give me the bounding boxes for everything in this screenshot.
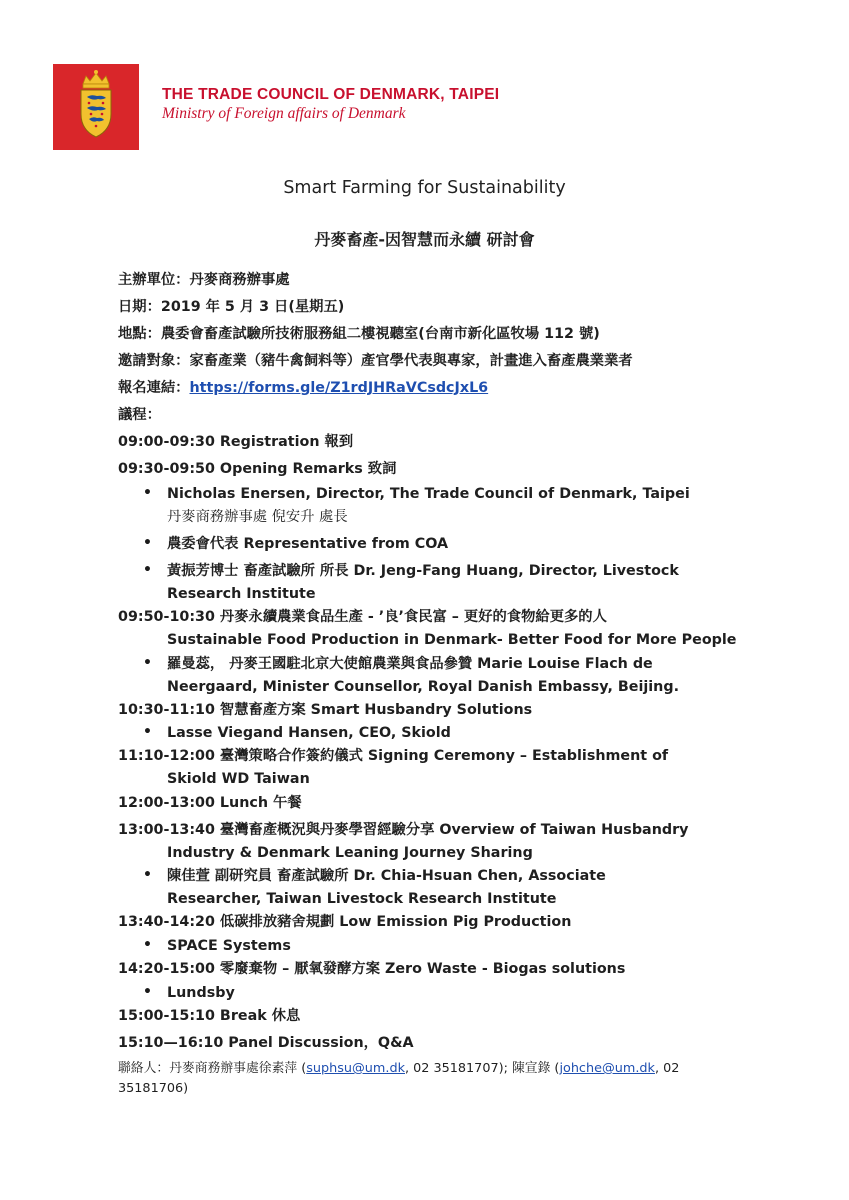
contact-prefix: 聯絡人：丹麥商務辦事處徐素萍 (: [118, 1061, 307, 1076]
bullet-icon: •: [143, 867, 152, 883]
bullet-icon: •: [143, 562, 152, 578]
bullet-icon: •: [143, 724, 152, 740]
org-name: THE TRADE COUNCIL OF DENMARK, TAIPEI: [162, 86, 500, 103]
email-link-johche[interactable]: johche@um.dk: [559, 1061, 655, 1076]
agenda-item-registration: 09:00-09:30 Registration 報到: [118, 434, 354, 450]
email-link-suphsu[interactable]: suphsu@um.dk: [306, 1061, 405, 1076]
speaker-neergaard: 羅曼蕊， 丹麥王國駐北京大使館農業與食品參贊 Marie Louise Flach de: [167, 656, 653, 672]
agenda-item-break: 15:00-15:10 Break 休息: [118, 1008, 301, 1024]
agenda-item-panel-discussion: 15:10—16:10 Panel Discussion，Q&A: [118, 1035, 414, 1051]
agenda-item-signing-ceremony-cont: Skiold WD Taiwan: [167, 771, 310, 787]
speaker-hansen: Lasse Viegand Hansen, CEO, Skiold: [167, 725, 451, 741]
speaker-chen: 陳佳萱 副研究員 畜產試驗所 Dr. Chia-Hsuan Chen, Associate: [167, 868, 606, 884]
bullet-icon: •: [143, 485, 152, 501]
bullet-icon: •: [143, 984, 152, 1000]
speaker-neergaard-cont: Neergaard, Minister Counsellor, Royal Danish Embassy, Beijing.: [167, 679, 680, 695]
title-english: Smart Farming for Sustainability: [283, 178, 566, 198]
speaker-coa: 農委會代表 Representative from COA: [167, 536, 449, 552]
contact-phone-1: , 02 35181707); 陳宣錄 (: [404, 1061, 560, 1076]
agenda-item-smart-husbandry: 10:30-11:10 智慧畜產方案 Smart Husbandry Solutions: [118, 702, 533, 718]
agenda-item-zero-waste: 14:20-15:00 零廢棄物 – 厭氧發酵方案 Zero Waste - Biogas solutions: [118, 961, 626, 977]
registration-link[interactable]: https://forms.gle/Z1rdJHRaVCsdcJxL6: [189, 380, 489, 396]
agenda-item-taiwan-overview: 13:00-13:40 臺灣畜產概況與丹麥學習經驗分享 Overview of Taiwan Husbandry: [118, 822, 689, 838]
agenda-item-taiwan-overview-cont: Industry & Denmark Leaning Journey Sharing: [167, 845, 533, 861]
bullet-icon: •: [143, 535, 152, 551]
logo: [53, 64, 139, 150]
agenda-item-sustainable-food: 09:50-10:30 丹麥永續農業食品生產 - ’良’食民富 – 更好的食物給更多的人: [118, 609, 607, 625]
agenda-item-low-emission: 13:40-14:20 低碳排放豬舍規劃 Low Emission Pig Production: [118, 914, 572, 930]
agenda-item-opening-remarks: 09:30-09:50 Opening Remarks 致詞: [118, 461, 397, 477]
speaker-lundsby: Lundsby: [167, 985, 235, 1001]
speaker-huang-cont: Research Institute: [167, 586, 316, 602]
speaker-enersen-zh: 丹麥商務辦事處 倪安升 處長: [167, 509, 348, 525]
danish-royal-coat-of-arms-icon: [53, 64, 139, 150]
organization-heading: [162, 86, 499, 123]
bullet-icon: •: [143, 937, 152, 953]
date-line: 日期：2019 年 5 月 3 日(星期五): [118, 299, 345, 315]
agenda-item-lunch: 12:00-13:00 Lunch 午餐: [118, 795, 302, 811]
title-chinese: 丹麥畜產-因智慧而永續 研討會: [314, 230, 535, 249]
venue-line: 地點：農委會畜產試驗所技術服務組二樓視聽室(台南市新化區牧場 112 號): [118, 326, 600, 342]
contact-line: [118, 1060, 679, 1078]
agenda-item-sustainable-food-en: Sustainable Food Production in Denmark- Better Food for More People: [167, 632, 737, 648]
organizer-line: 主辦單位：丹麥商務辦事處: [118, 272, 290, 288]
org-subtitle: Ministry of Foreign affairs of Denmark: [162, 105, 406, 122]
agenda-item-signing-ceremony: 11:10-12:00 臺灣策略合作簽約儀式 Signing Ceremony – Establishment of: [118, 748, 669, 764]
contact-line-cont: 35181706): [118, 1081, 189, 1096]
audience-line: 邀請對象：家畜產業（豬牛禽飼料等）產官學代表與專家，計畫進入畜產農業業者: [118, 353, 633, 369]
speaker-huang: 黃振芳博士 畜產試驗所 所長 Dr. Jeng-Fang Huang, Director, Livestock: [167, 563, 679, 579]
speaker-enersen: Nicholas Enersen, Director, The Trade Council of Denmark, Taipei: [167, 486, 690, 502]
registration-label: 報名連結：: [118, 380, 190, 396]
speaker-chen-cont: Researcher, Taiwan Livestock Research Institute: [167, 891, 557, 907]
bullet-icon: •: [143, 655, 152, 671]
agenda-label: 議程：: [118, 407, 161, 423]
contact-phone-2: , 02: [654, 1061, 680, 1076]
speaker-space-systems: SPACE Systems: [167, 938, 291, 954]
registration-line: [118, 379, 488, 397]
